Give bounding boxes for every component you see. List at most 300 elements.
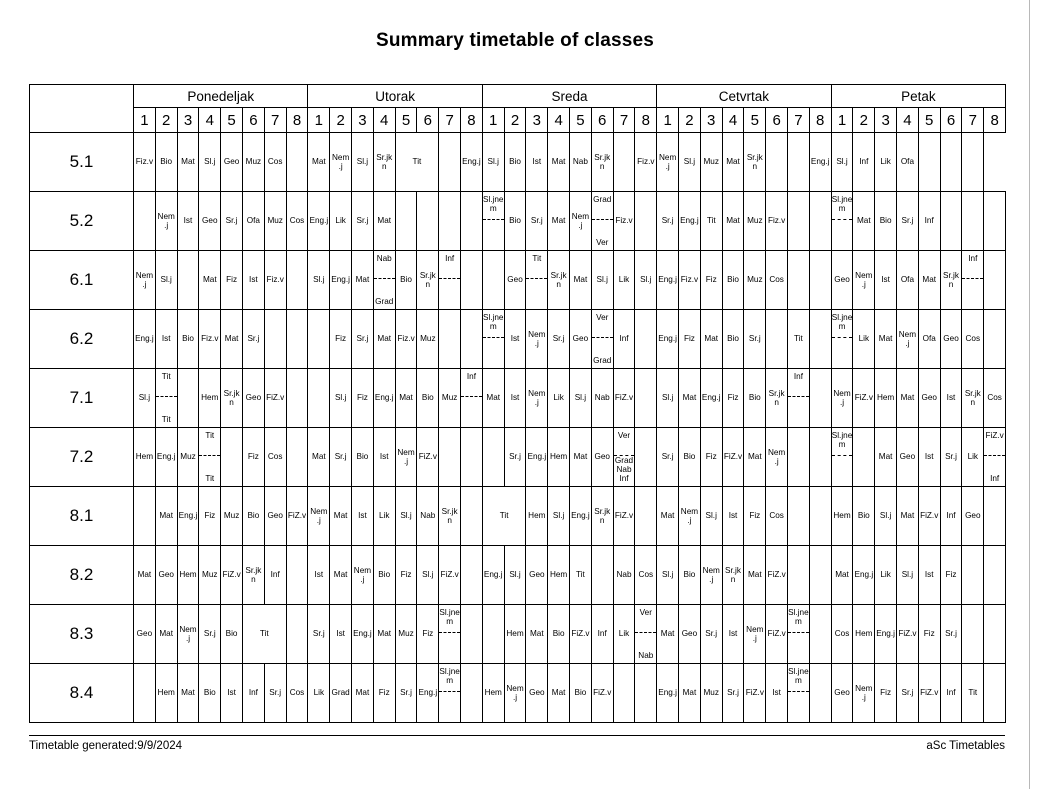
lesson-text: Ofa [246, 216, 260, 226]
lesson-text: Sr.jkn [725, 565, 741, 584]
lesson-cell [264, 192, 286, 251]
lesson-cell [461, 487, 483, 546]
timetable-body [30, 133, 1006, 723]
lesson-text [134, 664, 155, 722]
lesson-cell [177, 251, 199, 310]
lesson-cell [897, 487, 919, 546]
lesson-cell [613, 369, 635, 428]
lesson-cell [679, 369, 701, 428]
lesson-text: Nem.j [680, 506, 699, 525]
period-d3-1: 1 [482, 108, 504, 133]
lesson-cell [242, 546, 264, 605]
lesson-text-lower: Tit [205, 474, 215, 484]
class-label: 5.2 [30, 192, 134, 251]
lesson-cell [199, 546, 221, 605]
lesson-cell [264, 664, 286, 723]
lesson-text: Nem.j [397, 447, 415, 466]
lesson-cell [722, 664, 744, 723]
lesson-text: Ist [532, 157, 542, 167]
lesson-cell [373, 133, 395, 192]
lesson-text-lower [439, 279, 460, 308]
lesson-cell [788, 369, 810, 428]
lesson-cell [962, 664, 984, 723]
lesson-cell [875, 605, 897, 664]
lesson-text: Ist [510, 393, 520, 403]
lesson-cell [940, 605, 962, 664]
lesson-text: Grad [331, 688, 350, 698]
lesson-cell [373, 192, 395, 251]
lesson-text: Sr.jkn [441, 506, 458, 525]
lesson-text: Inf [619, 334, 629, 344]
lesson-cell [134, 487, 156, 546]
lesson-text [461, 192, 482, 250]
lesson-cell [395, 487, 417, 546]
lesson-text: Ist [161, 334, 171, 344]
lesson-cell [897, 192, 919, 251]
lesson-cell [242, 605, 286, 664]
lesson-text: Bio [203, 688, 216, 698]
lesson-text: Sr.j [661, 452, 674, 462]
lesson-cell [352, 546, 374, 605]
lesson-cell [308, 605, 330, 664]
lesson-cell [373, 251, 395, 310]
lesson-cell [700, 251, 722, 310]
lesson-text [984, 605, 1005, 663]
lesson-text: Hem [506, 629, 524, 639]
lesson-cell [897, 605, 919, 664]
lesson-text: FiZ.v [571, 629, 590, 639]
lesson-text: Ist [314, 570, 324, 580]
lesson-cell [570, 251, 592, 310]
lesson-text [614, 133, 635, 191]
lesson-cell [242, 192, 264, 251]
lesson-cell [155, 546, 177, 605]
lesson-text-lower: Grad Nab Inf [614, 455, 634, 484]
lesson-cell [199, 310, 221, 369]
lesson-cell [570, 192, 592, 251]
lesson-cell [330, 546, 352, 605]
lesson-text: Lik [858, 334, 870, 344]
lesson-text: Hem [528, 511, 546, 521]
lesson-text: Cos [965, 334, 981, 344]
lesson-cell [853, 428, 875, 487]
lesson-text: FiZ.v [266, 393, 285, 403]
lesson-text-upper: Tit [199, 429, 220, 457]
lesson-cell [417, 487, 439, 546]
period-d2-8: 8 [461, 108, 483, 133]
lesson-text: Sr.j [530, 216, 543, 226]
table-row [30, 664, 1006, 723]
lesson-text: Bio [182, 334, 194, 344]
lesson-cell [591, 192, 613, 251]
lesson-text [810, 546, 831, 604]
lesson-cell [352, 487, 374, 546]
lesson-cell [439, 192, 461, 251]
lesson-cell [526, 310, 548, 369]
lesson-cell [242, 251, 264, 310]
lesson-text: Eng.j [374, 393, 394, 403]
lesson-cell [352, 664, 374, 723]
lesson-cell [831, 664, 853, 723]
lesson-text-upper: Inf [439, 252, 460, 280]
lesson-text: Sl.jnem [439, 665, 460, 693]
lesson-cell [766, 133, 788, 192]
lesson-text: Sr.jkn [594, 152, 611, 171]
lesson-cell [635, 605, 657, 664]
lesson-cell [831, 546, 853, 605]
lesson-text [614, 664, 635, 722]
lesson-text: Eng.j [658, 334, 677, 344]
lesson-text: Eng.j [680, 216, 699, 226]
lesson-text: Bio [421, 393, 434, 403]
lesson-text: Ist [728, 511, 738, 521]
lesson-cell [809, 310, 831, 369]
lesson-cell [286, 428, 308, 487]
lesson-text: Fiz [378, 688, 390, 698]
lesson-cell [395, 605, 417, 664]
lesson-text: Sl.jnem [788, 606, 809, 634]
lesson-text: Cos [834, 629, 850, 639]
lesson-cell [504, 428, 526, 487]
lesson-cell [657, 369, 679, 428]
lesson-text: Mat [835, 570, 849, 580]
lesson-text: Eng.j [527, 452, 547, 462]
lesson-text: Cos [267, 452, 283, 462]
lesson-cell [155, 428, 177, 487]
period-d2-7: 7 [439, 108, 461, 133]
lesson-text: Hem [201, 393, 219, 403]
lesson-cell [918, 605, 940, 664]
lesson-cell [439, 487, 461, 546]
period-d3-4: 4 [548, 108, 570, 133]
lesson-cell [548, 310, 570, 369]
lesson-text: Fiz.v [201, 334, 219, 344]
lesson-cell [482, 369, 504, 428]
lesson-text [788, 546, 809, 604]
lesson-cell [766, 664, 788, 723]
lesson-text: Sr.jkn [223, 388, 240, 407]
lesson-text: Mat [399, 393, 413, 403]
lesson-cell [744, 546, 766, 605]
lesson-cell [635, 192, 657, 251]
lesson-text: Sl.j [640, 275, 652, 285]
lesson-text: Inf [597, 629, 607, 639]
lesson-cell [526, 133, 548, 192]
period-d1-2: 2 [155, 108, 177, 133]
lesson-text: Sl.j [400, 511, 412, 521]
lesson-text: Sr.j [269, 688, 282, 698]
lesson-cell [875, 133, 897, 192]
lesson-text: Muz [747, 275, 763, 285]
lesson-text: Mat [573, 452, 588, 462]
lesson-cell [286, 546, 308, 605]
period-d2-5: 5 [395, 108, 417, 133]
lesson-cell [461, 605, 483, 664]
lesson-text: Nem.j [571, 211, 590, 230]
lesson-text: Mat [747, 570, 762, 580]
lesson-cell [352, 428, 374, 487]
lesson-text: Fiz [356, 393, 368, 403]
period-d2-6: 6 [417, 108, 439, 133]
lesson-cell [984, 310, 1006, 369]
lesson-cell [526, 192, 548, 251]
lesson-text: Sl.j [138, 393, 151, 403]
lesson-cell [918, 192, 940, 251]
lesson-text [810, 664, 831, 722]
period-d5-5: 5 [918, 108, 940, 133]
lesson-cell [308, 369, 330, 428]
lesson-cell [177, 133, 199, 192]
lesson-cell [766, 310, 788, 369]
lesson-text: Nem.j [528, 329, 546, 348]
lesson-text [635, 487, 656, 545]
lesson-cell [788, 133, 810, 192]
lesson-text: Mat [551, 216, 566, 226]
period-d2-4: 4 [373, 108, 395, 133]
lesson-cell [548, 605, 570, 664]
lesson-cell [373, 310, 395, 369]
lesson-text [810, 369, 831, 427]
lesson-cell [940, 192, 962, 251]
lesson-cell [657, 133, 679, 192]
lesson-cell [788, 428, 810, 487]
lesson-cell [613, 133, 635, 192]
lesson-text: Sl.j [683, 157, 696, 167]
period-d4-4: 4 [722, 108, 744, 133]
lesson-text-lower: Nab [638, 651, 654, 661]
lesson-cell [199, 487, 221, 546]
lesson-cell [809, 605, 831, 664]
lesson-cell [591, 369, 613, 428]
lesson-cell [788, 664, 810, 723]
day-header-petak: Petak [831, 85, 1005, 108]
lesson-cell [962, 369, 984, 428]
lesson-cell [679, 428, 701, 487]
lesson-cell [199, 192, 221, 251]
lesson-cell [940, 487, 962, 546]
period-d5-8: 8 [984, 108, 1006, 133]
lesson-text: Fiz [705, 452, 717, 462]
class-label: 8.2 [30, 546, 134, 605]
lesson-cell [679, 251, 701, 310]
lesson-text-upper: Ver [592, 311, 613, 339]
lesson-cell [330, 487, 352, 546]
lesson-text: Ist [510, 334, 520, 344]
lesson-cell [199, 133, 221, 192]
corner-cell-bottom [30, 108, 134, 133]
lesson-cell [373, 428, 395, 487]
lesson-text [461, 251, 482, 309]
lesson-cell [591, 310, 613, 369]
lesson-cell [897, 310, 919, 369]
lesson-text: Nem.j [855, 683, 873, 702]
day-header-cetvrtak: Cetvrtak [657, 85, 831, 108]
lesson-cell [352, 251, 374, 310]
lesson-text: Sl.j [356, 157, 369, 167]
lesson-cell [264, 487, 286, 546]
lesson-text: Mat [747, 452, 762, 462]
lesson-cell [504, 192, 526, 251]
lesson-cell [722, 487, 744, 546]
lesson-text: Mat [573, 275, 588, 285]
lesson-cell [199, 605, 221, 664]
lesson-text: Mat [181, 157, 195, 167]
lesson-text-lower [788, 397, 809, 426]
lesson-text: FiZ.v [920, 688, 939, 698]
lesson-text [810, 428, 831, 486]
lesson-cell [264, 133, 286, 192]
lesson-cell [722, 133, 744, 192]
lesson-cell [591, 546, 613, 605]
lesson-cell [504, 310, 526, 369]
lesson-cell [308, 310, 330, 369]
lesson-cell [352, 310, 374, 369]
lesson-cell [264, 369, 286, 428]
lesson-text: Geo [943, 334, 959, 344]
lesson-text: Eng.j [701, 393, 721, 403]
lesson-cell [526, 546, 548, 605]
lesson-cell [134, 664, 156, 723]
lesson-text: Mat [529, 629, 544, 639]
lesson-cell [897, 133, 919, 192]
lesson-text-lower [439, 692, 460, 721]
lesson-cell [286, 605, 308, 664]
lesson-cell [940, 546, 962, 605]
lesson-cell [940, 133, 962, 192]
lesson-text: Eng.j [658, 688, 677, 698]
lesson-text [592, 546, 613, 604]
lesson-text: Mat [355, 688, 370, 698]
lesson-text [461, 546, 482, 604]
lesson-text: Muz [202, 570, 218, 580]
lesson-text-lower: Tit [161, 415, 171, 425]
lesson-text: Mat [202, 275, 217, 285]
lesson-text-lower [832, 456, 853, 485]
lesson-text: Mat [856, 216, 871, 226]
lesson-text: Ist [924, 570, 934, 580]
lesson-text-lower: Grad [375, 297, 394, 307]
lesson-cell [286, 310, 308, 369]
lesson-text: Sr.j [705, 629, 718, 639]
class-label: 5.1 [30, 133, 134, 192]
lesson-cell [439, 369, 461, 428]
lesson-cell [766, 369, 788, 428]
period-d1-5: 5 [221, 108, 243, 133]
lesson-text: Mat [878, 334, 893, 344]
lesson-text [308, 369, 329, 427]
lesson-cell [352, 369, 374, 428]
lesson-text-lower: Grad [593, 356, 612, 366]
lesson-cell [613, 192, 635, 251]
lesson-cell [439, 605, 461, 664]
lesson-cell [155, 310, 177, 369]
lesson-text: Mat [726, 216, 740, 226]
lesson-text: Sr.j [247, 334, 260, 344]
lesson-cell [221, 487, 243, 546]
lesson-text: Sr.jkn [376, 152, 393, 171]
lesson-text: Tit [706, 216, 716, 226]
lesson-text: Tit [259, 629, 269, 639]
lesson-text: Tit [412, 157, 422, 167]
lesson-cell [940, 664, 962, 723]
lesson-cell [918, 251, 940, 310]
lesson-cell [809, 664, 831, 723]
lesson-cell [875, 310, 897, 369]
period-d1-7: 7 [264, 108, 286, 133]
lesson-text: Nem.j [506, 683, 524, 702]
lesson-text: Eng.j [571, 511, 590, 521]
lesson-cell [221, 369, 243, 428]
lesson-cell [548, 369, 570, 428]
lesson-text [461, 605, 482, 663]
lesson-text: Bio [509, 216, 521, 226]
lesson-text: Sl.j [901, 570, 914, 580]
table-row [30, 251, 1006, 310]
lesson-cell [504, 251, 526, 310]
lesson-text: Muz [180, 452, 196, 462]
lesson-cell [330, 605, 352, 664]
lesson-text [178, 251, 199, 309]
lesson-text: Fiz [749, 511, 761, 521]
lesson-cell [395, 369, 417, 428]
class-label: 6.2 [30, 310, 134, 369]
lesson-text: Sr.j [945, 452, 957, 462]
lesson-cell [439, 546, 461, 605]
period-d1-6: 6 [242, 108, 264, 133]
lesson-text: Sr.jkn [943, 270, 959, 289]
lesson-text: Geo [681, 629, 698, 639]
lesson-text: Cos [289, 216, 305, 226]
lesson-cell [461, 251, 483, 310]
lesson-text: Sl.j [313, 275, 325, 285]
lesson-text [853, 428, 874, 486]
lesson-text: Sr.j [312, 629, 325, 639]
lesson-text [287, 605, 308, 663]
lesson-text: Sr.j [901, 688, 914, 698]
lesson-text: Hem [135, 452, 154, 462]
lesson-cell [875, 487, 897, 546]
lesson-text: Ist [183, 216, 193, 226]
lesson-cell [897, 428, 919, 487]
lesson-cell [766, 192, 788, 251]
lesson-text-upper: Tit [156, 370, 177, 398]
lesson-text: Sl.j [204, 157, 216, 167]
lesson-cell [504, 605, 526, 664]
table-row [30, 192, 1006, 251]
lesson-text: Mat [878, 452, 893, 462]
lesson-text: Eng.j [178, 511, 198, 521]
lesson-cell [395, 546, 417, 605]
lesson-text: Bio [879, 216, 892, 226]
lesson-cell [657, 664, 679, 723]
lesson-text: Sr.j [552, 334, 565, 344]
lesson-cell [679, 310, 701, 369]
lesson-cell [417, 664, 439, 723]
lesson-cell [853, 251, 875, 310]
lesson-text: Nem.j [353, 565, 372, 584]
lesson-text: Eng.j [876, 629, 895, 639]
lesson-cell [700, 133, 722, 192]
lesson-text: Nem.j [746, 624, 764, 643]
lesson-text: Bio [552, 629, 565, 639]
lesson-text: Hem [549, 452, 568, 462]
lesson-cell [570, 487, 592, 546]
lesson-text: Mat [181, 688, 195, 698]
period-d3-6: 6 [591, 108, 613, 133]
lesson-cell [744, 251, 766, 310]
lesson-text [439, 310, 460, 368]
lesson-cell [722, 251, 744, 310]
